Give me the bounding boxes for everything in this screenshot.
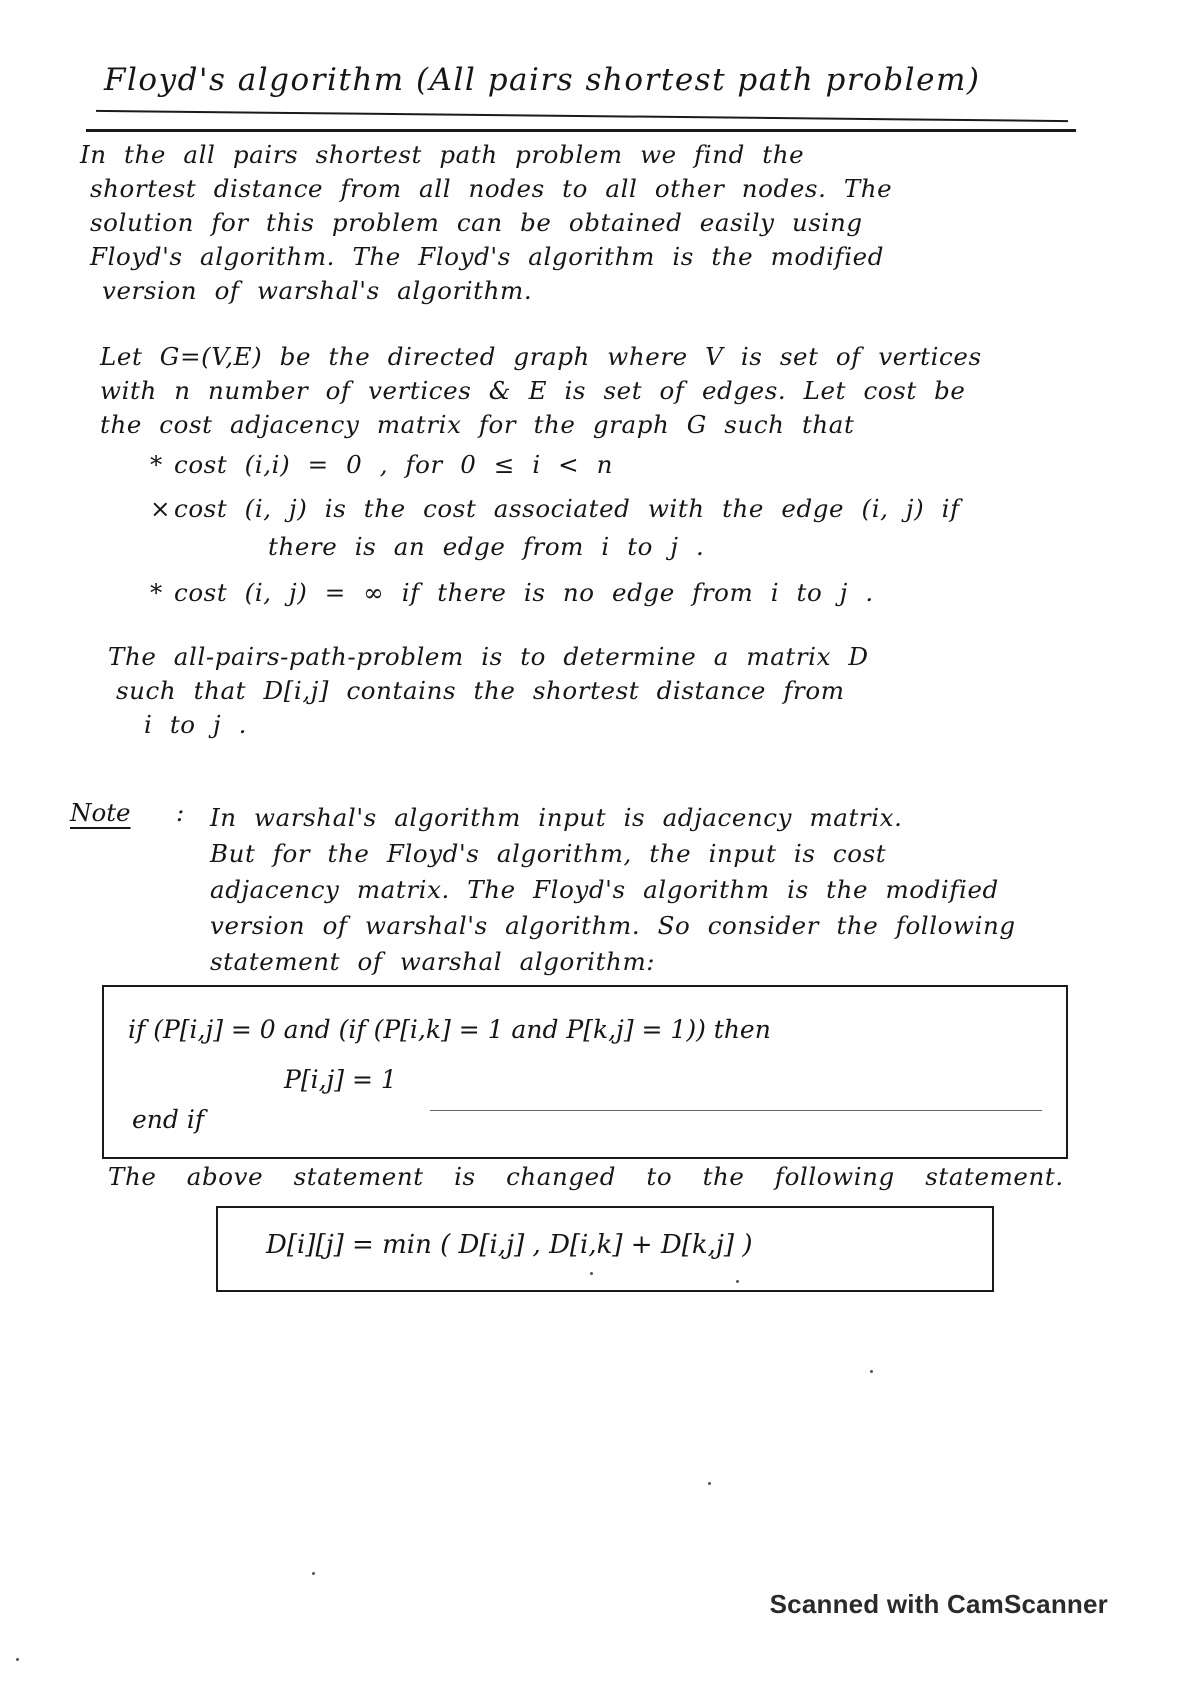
intro-line: shortest distance from all nodes to all other nodes. The: [90, 174, 893, 203]
cost-condition-text: there is an edge from i to j .: [268, 532, 705, 561]
intro-line: Floyd's algorithm. The Floyd's algorithm is the modified: [90, 242, 885, 271]
cost-condition-text: cost (i, j) = ∞ if there is no edge from i to j .: [174, 578, 874, 607]
floyd-formula: D[i][j] = min ( D[i,j] , D[i,k] + D[k,j] ): [266, 1230, 753, 1260]
intro-line: version of warshal's algorithm.: [102, 276, 533, 305]
title-underline-2: [86, 129, 1076, 132]
floyd-statement-box: [216, 1206, 994, 1292]
warshall-statement-box: [102, 985, 1068, 1159]
note-line: But for the Floyd's algorithm, the input is cost: [210, 839, 887, 868]
intro-line: solution for this problem can be obtained easily using: [90, 208, 863, 237]
scan-speck: [736, 1280, 739, 1283]
problem-line: such that D[i,j] contains the shortest distance from: [116, 676, 845, 705]
problem-line: The all-pairs-path-problem is to determine a matrix D: [108, 642, 869, 671]
definition-line: the cost adjacency matrix for the graph G such that: [100, 410, 855, 439]
cost-condition-text: cost (i, j) is the cost associated with the edge (i, j) if: [174, 494, 960, 523]
warshall-line-1: if (P[i,j] = 0 and (if (P[i,k] = 1 and P[k,j] = 1)) then: [128, 1015, 771, 1044]
cost-condition-item: [150, 578, 874, 607]
cost-condition-item: [150, 494, 960, 523]
note-line: statement of warshal algorithm:: [210, 947, 656, 976]
cost-condition-continuation: [268, 532, 704, 561]
bullet-mark: *: [150, 578, 163, 607]
scan-speck: [312, 1572, 315, 1575]
cost-condition-text: cost (i,i) = 0 , for 0 ≤ i < n: [174, 450, 614, 479]
intro-line: In the all pairs shortest path problem we find the: [80, 140, 805, 169]
note-line: version of warshal's algorithm. So consider the following: [210, 911, 1016, 940]
problem-paragraph: [108, 640, 869, 742]
definition-line: Let G=(V,E) be the directed graph where V is set of vertices: [100, 342, 982, 371]
cost-condition-item: [150, 450, 613, 479]
note-line: In warshal's algorithm input is adjacency matrix.: [210, 803, 903, 832]
note-line: adjacency matrix. The Floyd's algorithm is the modified: [210, 875, 999, 904]
scan-speck: [708, 1482, 711, 1485]
problem-line: i to j .: [144, 710, 247, 739]
definition-paragraph: [100, 340, 982, 442]
warshall-line-2: P[i,j] = 1: [284, 1065, 397, 1094]
intro-paragraph: [80, 138, 892, 308]
box-baseline: [430, 1110, 1042, 1111]
title-underline: [96, 110, 1068, 122]
definition-line: with n number of vertices & E is set of edges. Let cost be: [100, 376, 966, 405]
change-statement: The above statement is changed to the following statement.: [108, 1162, 1064, 1191]
page-title: Floyd's algorithm (All pairs shortest path problem): [104, 62, 981, 98]
note-colon: :: [176, 798, 185, 827]
bullet-mark: ×: [150, 494, 172, 523]
scan-speck: [870, 1370, 873, 1373]
note-label: Note: [70, 798, 131, 827]
warshall-line-3: end if: [132, 1105, 205, 1134]
camscanner-watermark: Scanned with CamScanner: [769, 1589, 1108, 1619]
scan-speck: [16, 1658, 19, 1661]
note-paragraph: [210, 800, 1016, 980]
bullet-mark: *: [150, 450, 163, 479]
scan-speck: [590, 1272, 593, 1275]
